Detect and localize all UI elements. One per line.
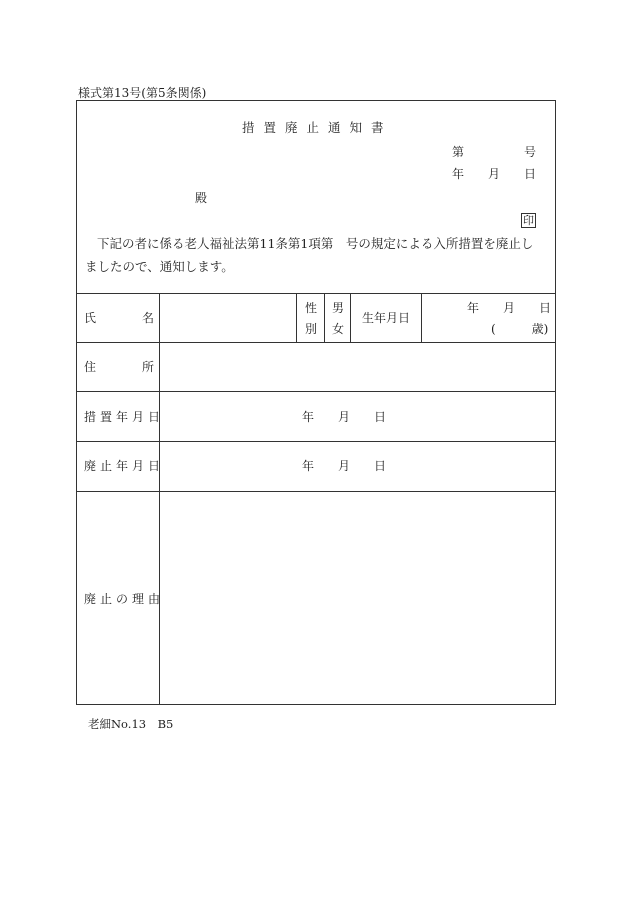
sex-label-1: 性 <box>305 301 318 315</box>
sex-column-divider <box>324 293 325 342</box>
document-title: 措置廃止通知書 <box>242 120 393 135</box>
row-divider <box>77 342 555 343</box>
row-divider <box>77 491 555 492</box>
label-column-divider <box>159 293 160 704</box>
address-label-1: 住 <box>84 360 97 374</box>
birth-date-value: 年 月 日 <box>467 301 552 315</box>
sex-column-divider <box>296 293 297 342</box>
reason-label: 廃止の理由 <box>84 592 165 606</box>
form-number: 様式第13号(第5条関係) <box>78 86 207 100</box>
row-divider <box>77 441 555 442</box>
addressee-suffix: 殿 <box>195 191 208 205</box>
measure-date-label: 措置年月日 <box>84 410 165 424</box>
sex-option-male: 男 <box>332 301 345 315</box>
notice-form <box>76 100 556 705</box>
birth-date-label: 生年月日 <box>362 311 411 325</box>
sex-option-female: 女 <box>332 322 345 336</box>
row-divider <box>77 293 555 294</box>
name-label-1: 氏 <box>84 311 97 325</box>
abolish-date-value: 年 月 日 <box>302 459 387 473</box>
address-label-2: 所 <box>142 360 155 374</box>
document-number: 第 号 <box>452 145 537 159</box>
abolish-date-label: 廃止年月日 <box>84 459 165 473</box>
name-label-2: 名 <box>142 311 155 325</box>
age-value: ( 歳) <box>491 322 549 336</box>
notice-body: 下記の者に係る老人福祉法第11条第1項第 号の規定による入所措置を廃止しましたので、通知します。 <box>85 236 534 274</box>
seal-mark: 印 <box>523 214 534 227</box>
birth-column-divider <box>350 293 351 342</box>
birth-value-divider <box>421 293 422 342</box>
row-divider <box>77 391 555 392</box>
measure-date-value: 年 月 日 <box>302 410 387 424</box>
sex-label-2: 別 <box>305 322 318 336</box>
issue-date: 年 月 日 <box>452 167 537 181</box>
footer-code: 老細No.13 B5 <box>88 717 174 731</box>
